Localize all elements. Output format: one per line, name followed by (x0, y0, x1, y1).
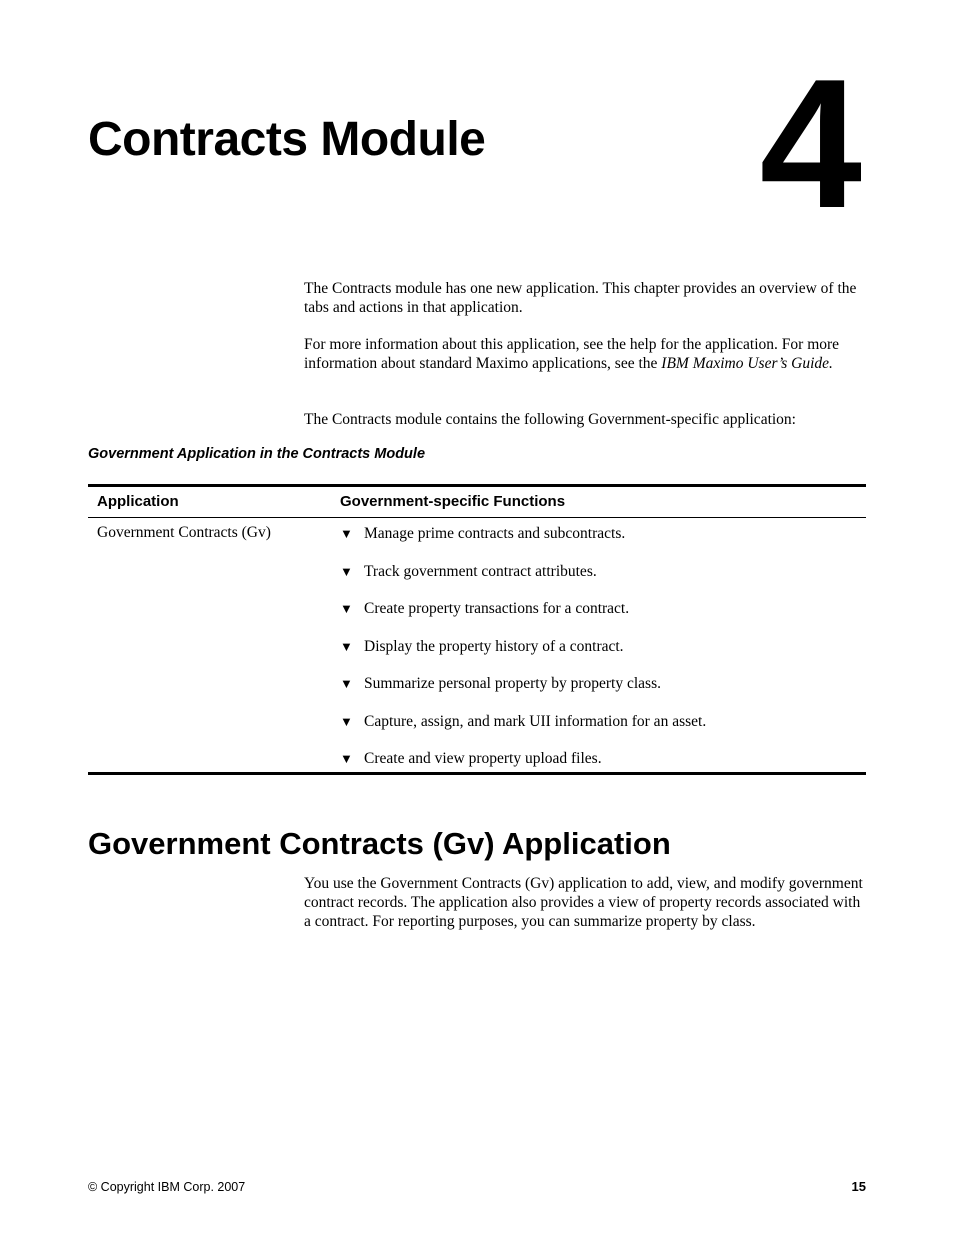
down-triangle-icon: ▼ (340, 601, 353, 616)
intro-paragraph-2 (304, 335, 864, 373)
guide-reference: IBM Maximo User’s Guide. (661, 355, 833, 372)
intro-paragraph-1 (304, 279, 864, 317)
section-title: Government Contracts (Gv) Application (88, 825, 671, 861)
down-triangle-icon: ▼ (340, 676, 353, 691)
down-triangle-icon: ▼ (340, 526, 353, 541)
section-paragraph (304, 874, 864, 931)
column-header-functions: Government-specific Functions (340, 493, 566, 510)
down-triangle-icon: ▼ (340, 563, 353, 579)
intro-text-2 (304, 335, 864, 373)
table-caption: Government Application in the Contracts Module (88, 446, 426, 462)
intro-text-1: The Contracts module has one new application. This chapter provides an overview of the tabs and actions in that application. (304, 280, 857, 316)
function-text: Create property transactions for a contract. (364, 600, 630, 617)
application-name: Government Contracts (Gv) (97, 524, 271, 541)
application-table (88, 484, 866, 775)
intro-text-3: The Contracts module contains the following Government-specific application: (304, 411, 796, 428)
function-text: Track government contract attributes. (364, 562, 597, 580)
function-text: Capture, assign, and mark UII information for an asset. (364, 712, 707, 730)
function-text: Manage prime contracts and subcontracts. (364, 525, 626, 542)
chapter-title: Contracts Module (88, 113, 486, 167)
table-header-row (88, 487, 866, 518)
column-header-application: Application (97, 493, 179, 510)
function-text: Create and view property upload files. (364, 750, 602, 767)
table-row (88, 518, 866, 772)
intro-text-2-plain: For more information about this application, see the help for the application. For more information about standard Maximo applications, see the (304, 336, 840, 372)
page-number: 15 (851, 1179, 866, 1194)
copyright-notice: © Copyright IBM Corp. 2007 (88, 1180, 246, 1194)
down-triangle-icon: ▼ (340, 751, 353, 766)
chapter-number: 4 (759, 40, 862, 246)
function-text: Display the property history of a contract. (364, 637, 624, 655)
intro-paragraph-3 (304, 410, 864, 429)
function-text: Summarize personal property by property class. (364, 675, 661, 692)
down-triangle-icon: ▼ (340, 638, 353, 654)
section-text: You use the Government Contracts (Gv) application to add, view, and modify government contract records. The application also provides a view of property records associated with a contract. For reporting purposes, you can summarize property by class. (304, 875, 863, 930)
down-triangle-icon: ▼ (340, 713, 353, 729)
